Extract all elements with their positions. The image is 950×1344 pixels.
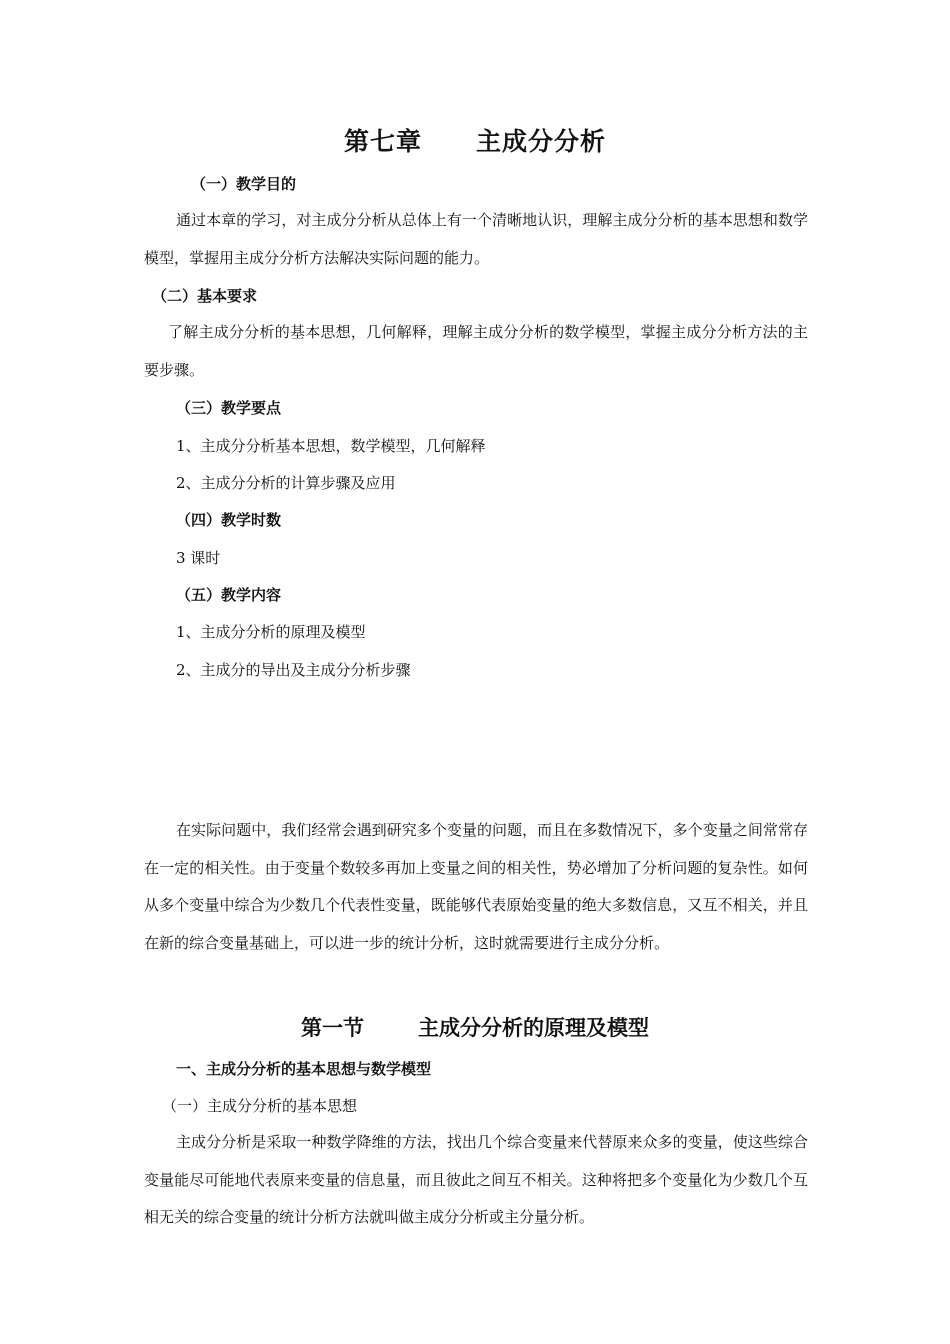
key-point-item: 1、主成分分析基本思想，数学模型，几何解释: [176, 437, 486, 455]
hours-text: 3 课时: [176, 549, 221, 567]
section-1-paragraph: 主成分分析是采取一种数学降维的方法，找出几个综合变量来代替原来众多的变量，使这些综合变量能尽可能地代表原来变量的信息量，而且彼此之间互不相关。这种将把多个变量化为少数几个互相无关的综合变量的统计分析方法就叫做主成分分析或主分量分析。: [144, 1133, 808, 1227]
objective-text: 通过本章的学习，对主成分分析从总体上有一个清晰地认识，理解主成分分析的基本思想和数学模型，掌握用主成分分析方法解决实际问题的能力。: [144, 211, 808, 267]
section-1-number: 第一节: [301, 1016, 364, 1040]
key-points-heading: （三）教学要点: [176, 399, 282, 417]
hours-heading: （四）教学时数: [176, 511, 282, 529]
chapter-title-number: 第七章: [343, 127, 422, 156]
objective-heading: （一）教学目的: [191, 175, 297, 193]
content-item: 2、主成分的导出及主成分分析步骤: [176, 661, 411, 679]
section-1-text: 主成分分析的原理及模型: [418, 1016, 649, 1040]
chapter-title: [0, 122, 950, 158]
chapter-title-text: 主成分分析: [476, 127, 607, 156]
section-1-sub-subheading: （一）主成分分析的基本思想: [162, 1097, 358, 1115]
section-1-subheading: 一、主成分分析的基本思想与数学模型: [176, 1060, 432, 1078]
content-item: 1、主成分分析的原理及模型: [176, 623, 366, 641]
key-point-item: 2、主成分分析的计算步骤及应用: [176, 474, 396, 492]
intro-paragraph: 在实际问题中，我们经常会遇到研究多个变量的问题，而且在多数情况下，多个变量之间常常存在一定的相关性。由于变量个数较多再加上变量之间的相关性，势必增加了分析问题的复杂性。如何从多个变量中综合为少数几个代表性变量，既能够代表原始变量的绝大多数信息，又互不相关，并且在新的综合变量基础上，可以进一步的统计分析，这时就需要进行主成分分析。: [144, 821, 808, 952]
section-1-title: [0, 1012, 950, 1042]
requirements-text: 了解主成分分析的基本思想，几何解释，理解主成分分析的数学模型，掌握主成分分析方法的主要步骤。: [144, 323, 808, 379]
content-heading: （五）教学内容: [176, 586, 282, 604]
requirements-heading: （二）基本要求: [152, 287, 258, 305]
